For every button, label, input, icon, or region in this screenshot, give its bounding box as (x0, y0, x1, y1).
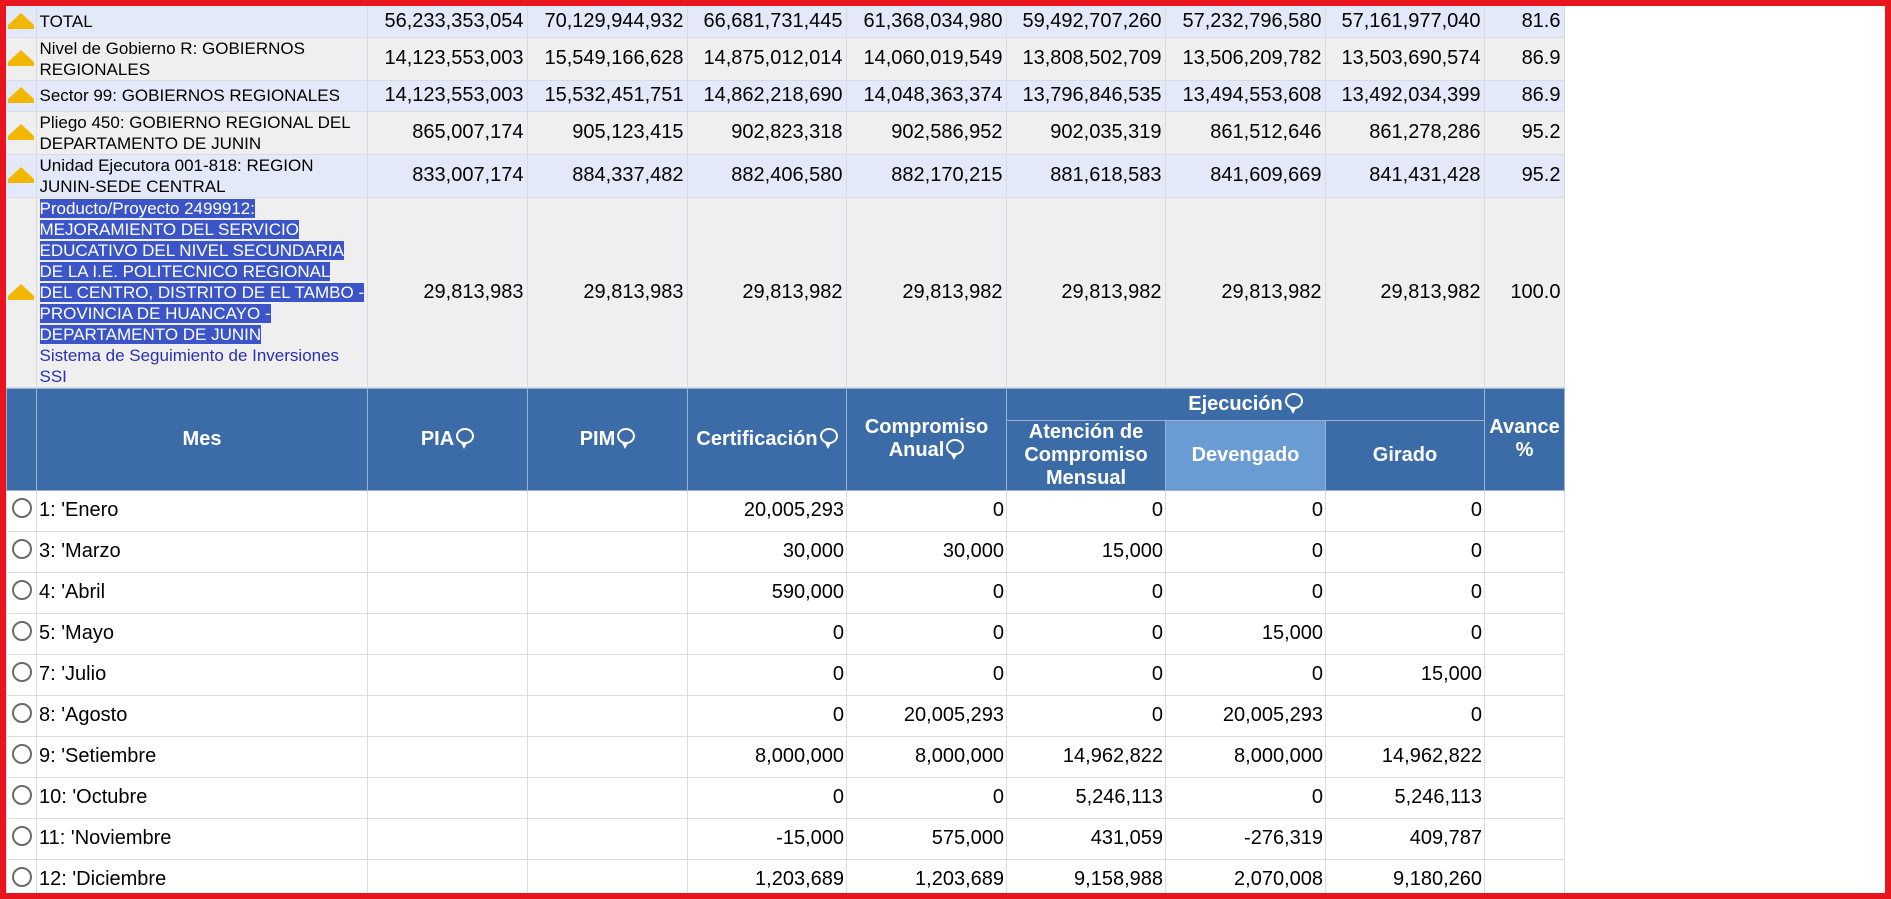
ssi-link[interactable]: Sistema de Seguimiento de Inversiones SSI (39, 345, 340, 386)
summary-value-cell: 861,278,286 (1325, 111, 1484, 154)
summary-value-cell: 14,123,553,003 (367, 80, 527, 111)
compromiso-cell: 30,000 (847, 531, 1007, 572)
summary-row-label: Pliego 450: GOBIERNO REGIONAL DEL DEPARTAMENTO DE JUNIN (36, 111, 367, 154)
month-name: 9: 'Setiembre (37, 736, 368, 777)
avance-cell (1485, 531, 1565, 572)
summary-value-cell: 841,609,669 (1165, 154, 1325, 197)
month-row[interactable] (7, 654, 1565, 695)
certificacion-cell: 0 (688, 613, 847, 654)
compromiso-info-icon[interactable] (946, 439, 964, 455)
pim-cell (528, 777, 688, 818)
atencion-cell: 431,059 (1007, 818, 1166, 859)
compromiso-cell: 1,203,689 (847, 859, 1007, 899)
project-row (6, 197, 1564, 387)
summary-row (6, 111, 1564, 154)
month-radio-button[interactable] (12, 580, 32, 600)
summary-value-cell: 86.9 (1484, 37, 1564, 80)
compromiso-cell: 20,005,293 (847, 695, 1007, 736)
girado-cell: 0 (1326, 531, 1485, 572)
atencion-cell: 15,000 (1007, 531, 1166, 572)
avance-cell (1485, 613, 1565, 654)
summary-value-cell: 905,123,415 (527, 111, 687, 154)
avance-cell (1485, 572, 1565, 613)
summary-value-cell: 13,808,502,709 (1006, 37, 1165, 80)
devengado-cell: 2,070,008 (1166, 859, 1326, 899)
avance-cell (1485, 736, 1565, 777)
avance-cell (1485, 859, 1565, 899)
pia-cell (368, 531, 528, 572)
avance-cell (1485, 777, 1565, 818)
compromiso-cell: 575,000 (847, 818, 1007, 859)
girado-header[interactable]: Girado (1326, 420, 1485, 490)
pim-cell (528, 531, 688, 572)
summary-row (6, 154, 1564, 197)
summary-value-cell: 884,337,482 (527, 154, 687, 197)
month-radio-button[interactable] (12, 662, 32, 682)
month-row[interactable] (7, 736, 1565, 777)
atencion-cell: 0 (1007, 695, 1166, 736)
month-radio-cell[interactable] (7, 777, 37, 818)
atencion-cell: 0 (1007, 613, 1166, 654)
certificacion-cell: 0 (688, 777, 847, 818)
ejecucion-info-icon[interactable] (1285, 393, 1303, 409)
girado-cell: 0 (1326, 572, 1485, 613)
summary-row-label: Nivel de Gobierno R: GOBIERNOS REGIONALES (36, 37, 367, 80)
summary-value-cell: 902,823,318 (687, 111, 846, 154)
devengado-cell: 20,005,293 (1166, 695, 1326, 736)
summary-value-cell: 57,232,796,580 (1165, 6, 1325, 37)
month-radio-button[interactable] (12, 785, 32, 805)
devengado-header[interactable]: Devengado (1166, 420, 1326, 490)
pim-cell (528, 654, 688, 695)
avance-cell (1485, 654, 1565, 695)
collapse-cell[interactable] (6, 111, 36, 154)
pia-cell (368, 859, 528, 899)
month-radio-cell[interactable] (7, 531, 37, 572)
select-column-header (7, 388, 37, 490)
summary-table (6, 6, 1565, 388)
month-radio-cell[interactable] (7, 695, 37, 736)
summary-value-cell: 95.2 (1484, 111, 1564, 154)
month-radio-cell[interactable] (7, 859, 37, 899)
avance-header[interactable]: Avance % (1485, 388, 1565, 490)
certificacion-cell: -15,000 (688, 818, 847, 859)
month-radio-button[interactable] (12, 498, 32, 518)
month-name: 12: 'Diciembre (37, 859, 368, 899)
pia-cell (368, 490, 528, 531)
summary-value-cell: 56,233,353,054 (367, 6, 527, 37)
girado-cell: 0 (1326, 613, 1485, 654)
pia-cell (368, 818, 528, 859)
month-radio-button[interactable] (12, 826, 32, 846)
pia-cell (368, 654, 528, 695)
month-row[interactable] (7, 859, 1565, 899)
compromiso-cell: 0 (847, 613, 1007, 654)
month-radio-cell[interactable] (7, 736, 37, 777)
month-name: 3: 'Marzo (37, 531, 368, 572)
month-radio-cell[interactable] (7, 490, 37, 531)
month-radio-button[interactable] (12, 867, 32, 887)
summary-value-cell: 865,007,174 (367, 111, 527, 154)
month-name: 1: 'Enero (37, 490, 368, 531)
certificacion-cell: 20,005,293 (688, 490, 847, 531)
atencion-cell: 5,246,113 (1007, 777, 1166, 818)
summary-value-cell: 882,406,580 (687, 154, 846, 197)
pia-cell (368, 572, 528, 613)
summary-value-cell: 14,123,553,003 (367, 37, 527, 80)
avance-cell (1485, 818, 1565, 859)
month-name: 4: 'Abril (37, 572, 368, 613)
atencion-cell: 14,962,822 (1007, 736, 1166, 777)
certificacion-cell: 1,203,689 (688, 859, 847, 899)
devengado-cell: 0 (1166, 654, 1326, 695)
summary-value-cell: 13,492,034,399 (1325, 80, 1484, 111)
girado-cell: 15,000 (1326, 654, 1485, 695)
certificacion-cell: 0 (688, 695, 847, 736)
collapse-cell[interactable] (6, 80, 36, 111)
collapse-cell[interactable] (6, 154, 36, 197)
summary-value-cell: 14,875,012,014 (687, 37, 846, 80)
month-row[interactable] (7, 490, 1565, 531)
month-row[interactable] (7, 531, 1565, 572)
project-label-selected-text: Producto/Proyecto 2499912: MEJORAMIENTO DEL SERVICIO EDUCATIVO DEL NIVEL SECUNDARIA DE LA I.E. POLITECNICO REGIONAL DEL CENTRO, DISTRITO DE EL TAMBO - PROVINCIA DE HUANCAYO - DEPARTAMENTO DE JUNIN (39, 198, 365, 344)
avance-cell (1485, 490, 1565, 531)
collapse-cell[interactable] (6, 6, 36, 37)
atencion-header[interactable]: Atención de Compromiso Mensual (1007, 420, 1166, 490)
summary-row-label: TOTAL (36, 6, 367, 37)
pia-cell (368, 777, 528, 818)
girado-cell: 5,246,113 (1326, 777, 1485, 818)
pim-cell (528, 859, 688, 899)
month-radio-button[interactable] (12, 744, 32, 764)
summary-value-cell: 881,618,583 (1006, 154, 1165, 197)
collapse-up-icon[interactable] (8, 50, 34, 62)
pia-header[interactable]: PIA (368, 388, 528, 490)
summary-value-cell: 86.9 (1484, 80, 1564, 111)
summary-value-cell: 15,532,451,751 (527, 80, 687, 111)
month-row[interactable] (7, 818, 1565, 859)
girado-cell: 9,180,260 (1326, 859, 1485, 899)
pia-info-icon[interactable] (456, 428, 474, 444)
certificacion-cell: 30,000 (688, 531, 847, 572)
summary-row (6, 37, 1564, 80)
devengado-cell: 0 (1166, 531, 1326, 572)
atencion-cell: 0 (1007, 654, 1166, 695)
pia-cell (368, 695, 528, 736)
pim-cell (528, 695, 688, 736)
month-radio-button[interactable] (12, 539, 32, 559)
summary-value-cell: 59,492,707,260 (1006, 6, 1165, 37)
summary-value-cell: 15,549,166,628 (527, 37, 687, 80)
pim-header[interactable]: PIM (528, 388, 688, 490)
girado-cell: 14,962,822 (1326, 736, 1485, 777)
devengado-cell: 0 (1166, 572, 1326, 613)
devengado-cell: 0 (1166, 777, 1326, 818)
month-radio-cell[interactable] (7, 613, 37, 654)
month-row[interactable] (7, 572, 1565, 613)
project-value-cell: 29,813,982 (687, 197, 846, 387)
atencion-cell: 0 (1007, 572, 1166, 613)
girado-cell: 0 (1326, 695, 1485, 736)
month-row[interactable] (7, 777, 1565, 818)
compromiso-anual-header[interactable]: Compromiso Anual (847, 388, 1007, 490)
collapse-cell[interactable] (6, 37, 36, 80)
pim-cell (528, 572, 688, 613)
project-value-cell: 29,813,982 (1325, 197, 1484, 387)
pim-cell (528, 818, 688, 859)
devengado-cell: 0 (1166, 490, 1326, 531)
month-radio-cell[interactable] (7, 654, 37, 695)
girado-cell: 409,787 (1326, 818, 1485, 859)
summary-value-cell: 14,048,363,374 (846, 80, 1006, 111)
summary-value-cell: 95.2 (1484, 154, 1564, 197)
devengado-cell: -276,319 (1166, 818, 1326, 859)
certificacion-cell: 0 (688, 654, 847, 695)
certificacion-header[interactable]: Certificación (688, 388, 847, 490)
pim-cell (528, 490, 688, 531)
compromiso-cell: 0 (847, 654, 1007, 695)
girado-cell: 0 (1326, 490, 1485, 531)
summary-value-cell: 861,512,646 (1165, 111, 1325, 154)
project-value-cell: 29,813,982 (1165, 197, 1325, 387)
project-value-cell: 100.0 (1484, 197, 1564, 387)
collapse-up-icon[interactable] (8, 124, 34, 136)
devengado-cell: 8,000,000 (1166, 736, 1326, 777)
compromiso-cell: 0 (847, 572, 1007, 613)
summary-value-cell: 14,060,019,549 (846, 37, 1006, 80)
month-name: 7: 'Julio (37, 654, 368, 695)
summary-value-cell: 61,368,034,980 (846, 6, 1006, 37)
summary-value-cell: 882,170,215 (846, 154, 1006, 197)
pim-cell (528, 736, 688, 777)
project-value-cell: 29,813,983 (367, 197, 527, 387)
summary-value-cell: 13,796,846,535 (1006, 80, 1165, 111)
collapse-up-icon[interactable] (8, 284, 34, 296)
summary-value-cell: 14,862,218,690 (687, 80, 846, 111)
month-row[interactable] (7, 695, 1565, 736)
summary-value-cell: 13,506,209,782 (1165, 37, 1325, 80)
collapse-cell[interactable] (6, 197, 36, 387)
summary-value-cell: 902,035,319 (1006, 111, 1165, 154)
mes-header[interactable]: Mes (37, 388, 368, 490)
summary-value-cell: 833,007,174 (367, 154, 527, 197)
collapse-up-icon[interactable] (8, 13, 34, 25)
month-name: 5: 'Mayo (37, 613, 368, 654)
month-name: 8: 'Agosto (37, 695, 368, 736)
month-radio-cell[interactable] (7, 818, 37, 859)
pim-info-icon[interactable] (617, 428, 635, 444)
summary-row-label: Unidad Ejecutora 001-818: REGION JUNIN-SEDE CENTRAL (36, 154, 367, 197)
compromiso-cell: 0 (847, 490, 1007, 531)
project-value-cell: 29,813,983 (527, 197, 687, 387)
month-radio-button[interactable] (12, 703, 32, 723)
summary-row (6, 6, 1564, 37)
month-name: 10: 'Octubre (37, 777, 368, 818)
summary-row (6, 80, 1564, 111)
compromiso-cell: 8,000,000 (847, 736, 1007, 777)
atencion-cell: 0 (1007, 490, 1166, 531)
project-value-cell: 29,813,982 (1006, 197, 1165, 387)
project-value-cell: 29,813,982 (846, 197, 1006, 387)
month-row[interactable] (7, 613, 1565, 654)
summary-value-cell: 70,129,944,932 (527, 6, 687, 37)
summary-value-cell: 66,681,731,445 (687, 6, 846, 37)
avance-cell (1485, 695, 1565, 736)
summary-value-cell: 81.6 (1484, 6, 1564, 37)
summary-value-cell: 13,494,553,608 (1165, 80, 1325, 111)
summary-value-cell: 13,503,690,574 (1325, 37, 1484, 80)
project-label-cell (36, 197, 367, 387)
collapse-up-icon[interactable] (8, 87, 34, 99)
pia-cell (368, 736, 528, 777)
compromiso-cell: 0 (847, 777, 1007, 818)
pia-cell (368, 613, 528, 654)
devengado-cell: 15,000 (1166, 613, 1326, 654)
certificacion-info-icon[interactable] (820, 428, 838, 444)
collapse-up-icon[interactable] (8, 167, 34, 179)
summary-value-cell: 841,431,428 (1325, 154, 1484, 197)
summary-row-label: Sector 99: GOBIERNOS REGIONALES (36, 80, 367, 111)
atencion-cell: 9,158,988 (1007, 859, 1166, 899)
summary-value-cell: 902,586,952 (846, 111, 1006, 154)
summary-value-cell: 57,161,977,040 (1325, 6, 1484, 37)
ejecucion-header[interactable]: Ejecución (1007, 388, 1485, 420)
month-radio-cell[interactable] (7, 572, 37, 613)
month-name: 11: 'Noviembre (37, 818, 368, 859)
monthly-detail-table (6, 388, 1565, 899)
certificacion-cell: 8,000,000 (688, 736, 847, 777)
pim-cell (528, 613, 688, 654)
month-radio-button[interactable] (12, 621, 32, 641)
certificacion-cell: 590,000 (688, 572, 847, 613)
